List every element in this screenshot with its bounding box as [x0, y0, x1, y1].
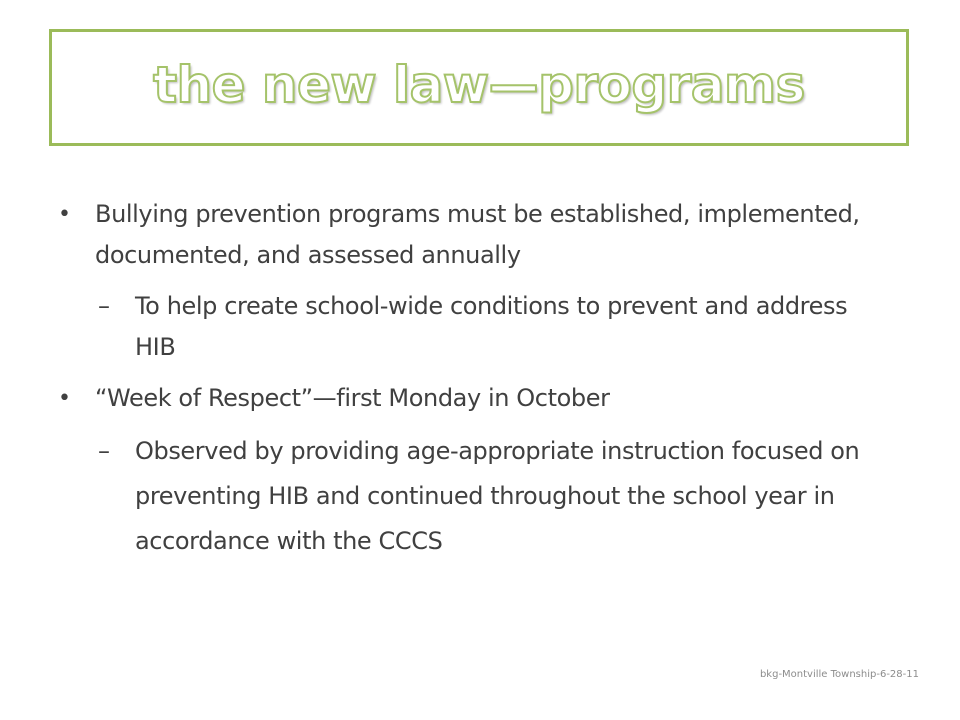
dash-marker-icon: – — [98, 292, 110, 320]
bullet-text: Bullying prevention programs must be established, implemented, documented, and assessed annually — [95, 200, 860, 269]
title-box — [49, 29, 909, 146]
sub-bullet-item — [98, 429, 888, 564]
dash-marker-icon: – — [98, 437, 110, 465]
sub-bullet-text: Observed by providing age-appropriate instruction focused on preventing HIB and continued throughout the school year in accordance with the CCCS — [135, 437, 860, 555]
bullet-marker-icon: • — [58, 202, 71, 227]
bullet-marker-icon: • — [58, 386, 71, 411]
sub-bullet-item — [98, 286, 888, 368]
slide-content — [58, 194, 888, 574]
sub-bullet-text: To help create school-wide conditions to prevent and address HIB — [135, 292, 848, 361]
slide-title: the new law—programs — [153, 55, 805, 114]
bullet-item — [58, 194, 888, 276]
bullet-text: “Week of Respect”—first Monday in October — [95, 384, 610, 412]
bullet-item — [58, 378, 888, 419]
slide-footer: bkg-Montville Township-6-28-11 — [759, 669, 919, 680]
